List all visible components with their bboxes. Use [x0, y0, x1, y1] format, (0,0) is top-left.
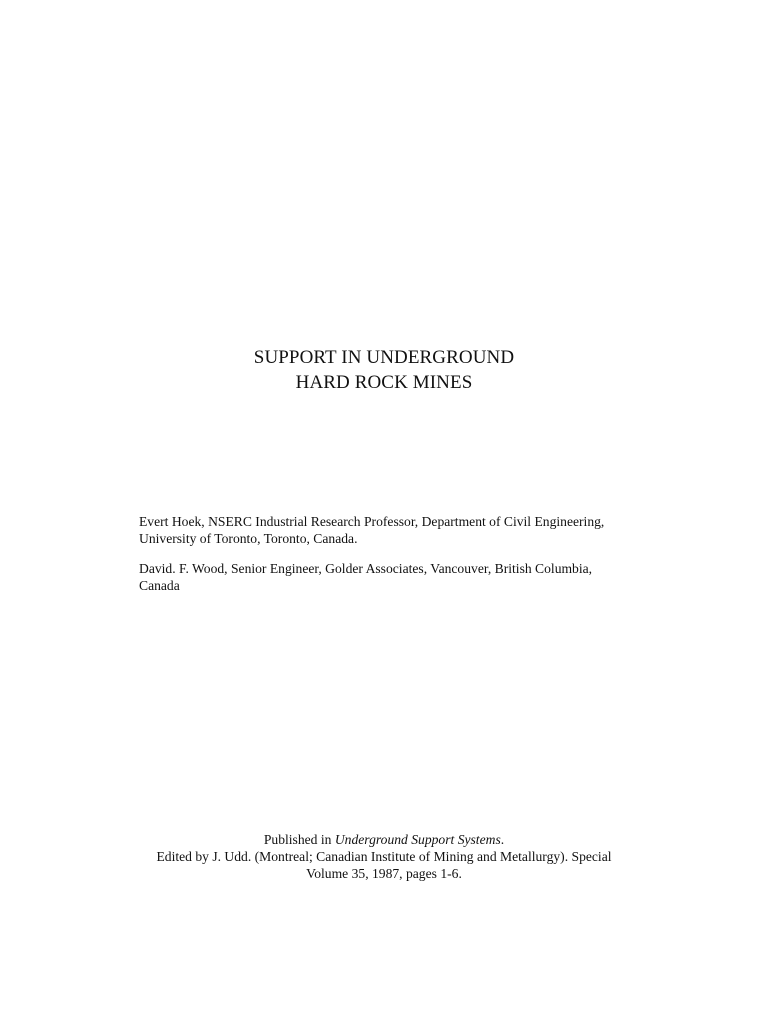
title-line-1: SUPPORT IN UNDERGROUND	[253, 347, 515, 368]
author-wood-line-2: Canada	[139, 578, 180, 593]
publication-book-title: Underground Support Systems	[334, 832, 501, 847]
publication-prefix: Published in	[263, 832, 335, 847]
author-wood-line-1: David. F. Wood, Senior Engineer, Golder Associates, Vancouver, British Columbia,	[139, 561, 593, 576]
paper-title	[0, 345, 768, 395]
publication-line-2: Edited by J. Udd. (Montreal; Canadian Institute of Mining and Metallurgy). Special	[156, 849, 612, 864]
author-hoek-line-2: University of Toronto, Toronto, Canada.	[139, 531, 358, 546]
author-wood	[139, 560, 649, 594]
author-affiliations	[139, 513, 649, 607]
publication-line-3: Volume 35, 1987, pages 1-6.	[306, 866, 462, 881]
author-hoek-line-1: Evert Hoek, NSERC Industrial Research Professor, Department of Civil Engineering,	[139, 514, 605, 529]
publication-line-1	[0, 831, 768, 848]
publication-note	[0, 831, 768, 882]
publication-suffix: .	[500, 832, 505, 847]
title-line-2: HARD ROCK MINES	[295, 372, 473, 393]
author-hoek	[139, 513, 649, 547]
